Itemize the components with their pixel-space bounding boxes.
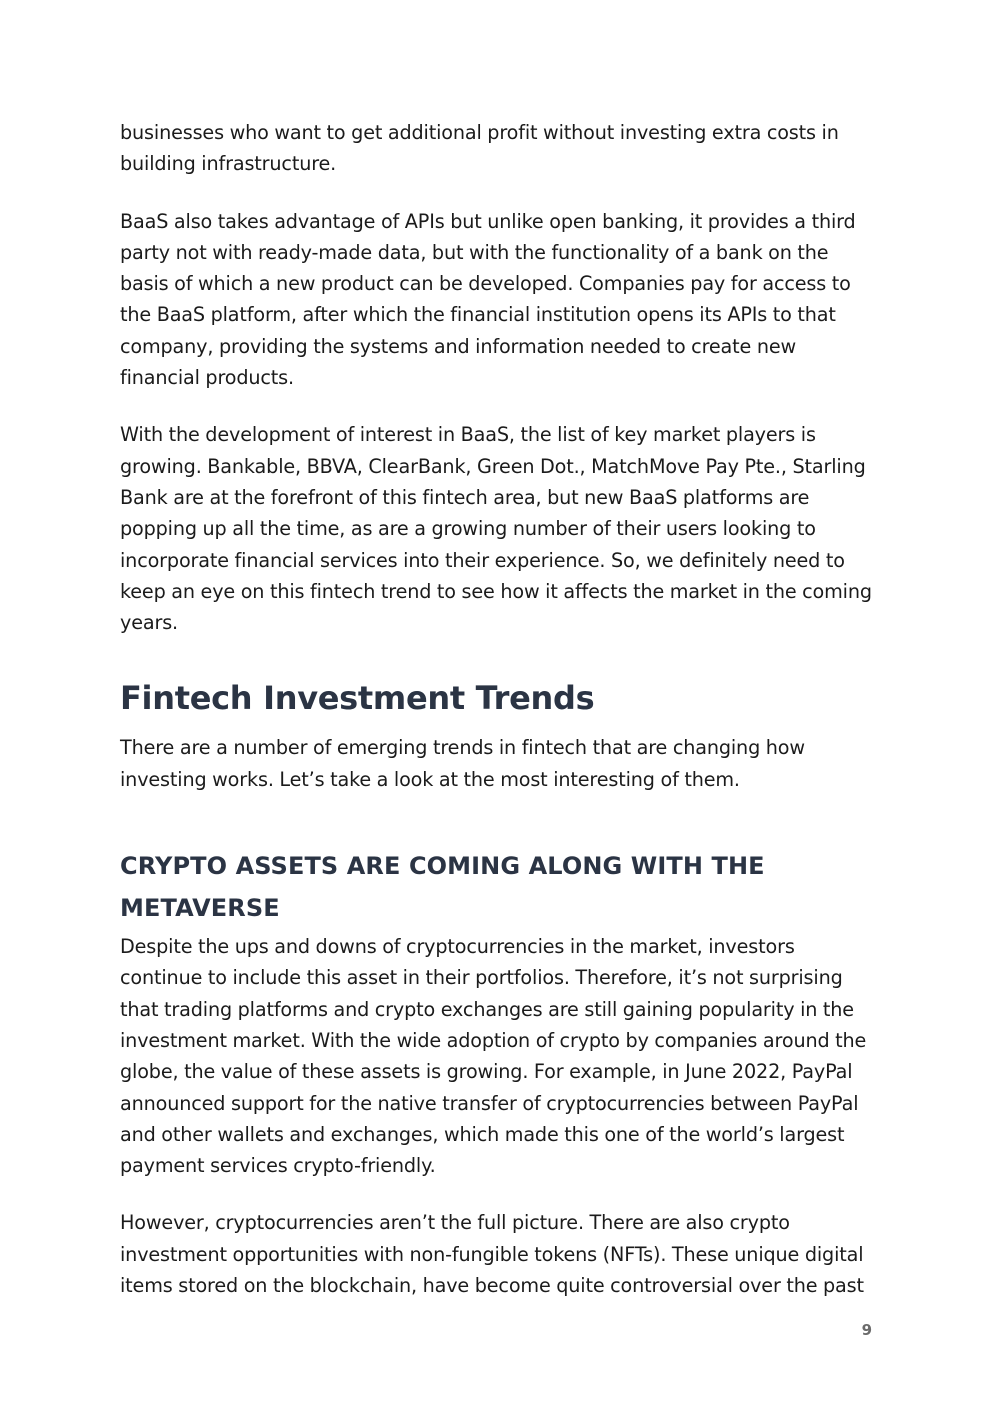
paragraph-baas-players: With the development of interest in BaaS, the list of key market players is growing. Bankable, BBVA, ClearBank, Green Dot., MatchMove Pay Pte., Starling Bank are at the forefront of this fintech area, but new BaaS platforms are popping up all the time, as are a growing number of their users looking to incorporate financial services into their experience. So, we definitely need to keep an eye on this fintech trend to see how it affects the market in the coming years. — [120, 423, 872, 635]
paragraph-crypto-adoption: Despite the ups and downs of cryptocurrencies in the market, investors continue to include this asset in their portfolios. Therefore, it’s not surprising that trading platforms and crypto exchanges are still gaining popularity in the investment market. With the wide adoption of crypto by companies around the globe, the value of these assets is growing. For example, in June 2022, PayPal announced support for the native transfer of cryptocurrencies between PayPal and other wallets and exchanges, which made this one of the world’s largest payment services crypto-friendly. — [120, 935, 867, 1178]
paragraph-infrastructure: businesses who want to get additional profit without investing extra costs in building infrastructure. — [120, 121, 839, 176]
subsection-title: CRYPTO ASSETS ARE COMING ALONG WITH THE METAVERSE — [120, 852, 765, 923]
page-number: 9 — [861, 1321, 872, 1339]
page-content — [120, 117, 876, 1327]
paragraph-nfts: However, cryptocurrencies aren’t the full picture. There are also crypto investment opportunities with non-fungible tokens (NFTs). These unique digital items stored on the blockchain, have become quite controversial over the past — [120, 1211, 864, 1298]
section-title: Fintech Investment Trends — [120, 679, 595, 718]
section-intro: There are a number of emerging trends in fintech that are changing how investing works. Let’s take a look at the most interesting of them. — [120, 736, 805, 791]
paragraph-baas-apis: BaaS also takes advantage of APIs but unlike open banking, it provides a third party not with ready-made data, but with the functionality of a bank on the basis of which a new product can be developed. Companies pay for access to the BaaS platform, after which the financial institution opens its APIs to that company, providing the systems and information needed to create new financial products. — [120, 209, 856, 390]
